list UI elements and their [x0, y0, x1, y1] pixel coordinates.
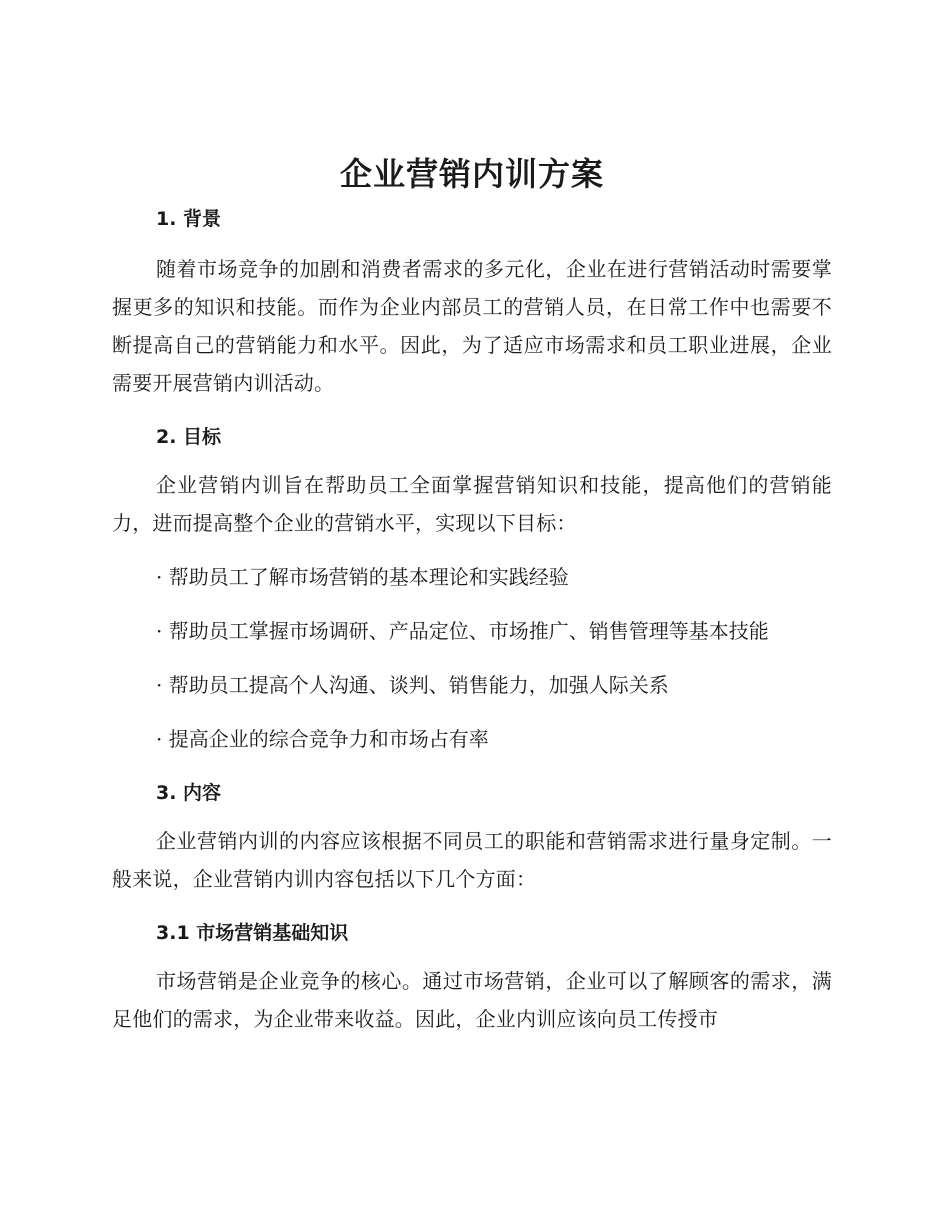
- paragraph-background: 随着市场竞争的加剧和消费者需求的多元化，企业在进行营销活动时需要掌握更多的知识和技能。而作为企业内部员工的营销人员，在日常工作中也需要不断提高自己的营销能力和水平。因此，为了适应市场需求和员工职业进展，企业需要开展营销内训活动。: [112, 257, 832, 395]
- paragraph-3-1: 市场营销是企业竞争的核心。通过市场营销，企业可以了解顾客的需求，满足他们的需求，为企业带来收益。因此，企业内训应该向员工传授市: [112, 969, 832, 1031]
- goal-item-2: · 帮助员工掌握市场调研、产品定位、市场推广、销售管理等基本技能: [156, 619, 769, 643]
- section-heading-background: 1. 背景: [156, 208, 222, 230]
- paragraph-content: 企业营销内训的内容应该根据不同员工的职能和营销需求进行量身定制。一般来说，企业营销内训内容包括以下几个方面：: [112, 829, 832, 891]
- goal-item-4: · 提高企业的综合竞争力和市场占有率: [156, 727, 489, 751]
- section-heading-content: 3. 内容: [156, 782, 222, 804]
- goal-item-3: · 帮助员工提高个人沟通、谈判、销售能力，加强人际关系: [156, 673, 669, 697]
- subsection-heading-3-1: 3.1 市场营销基础知识: [156, 922, 349, 944]
- paragraph-goal: 企业营销内训旨在帮助员工全面掌握营销知识和技能，提高他们的营销能力，进而提高整个企业的营销水平，实现以下目标：: [112, 473, 832, 535]
- document-title: 企业营销内训方案: [339, 155, 604, 193]
- document-page: [112, 148, 832, 1038]
- goal-item-1: · 帮助员工了解市场营销的基本理论和实践经验: [156, 565, 569, 589]
- section-heading-goal: 2. 目标: [156, 426, 222, 448]
